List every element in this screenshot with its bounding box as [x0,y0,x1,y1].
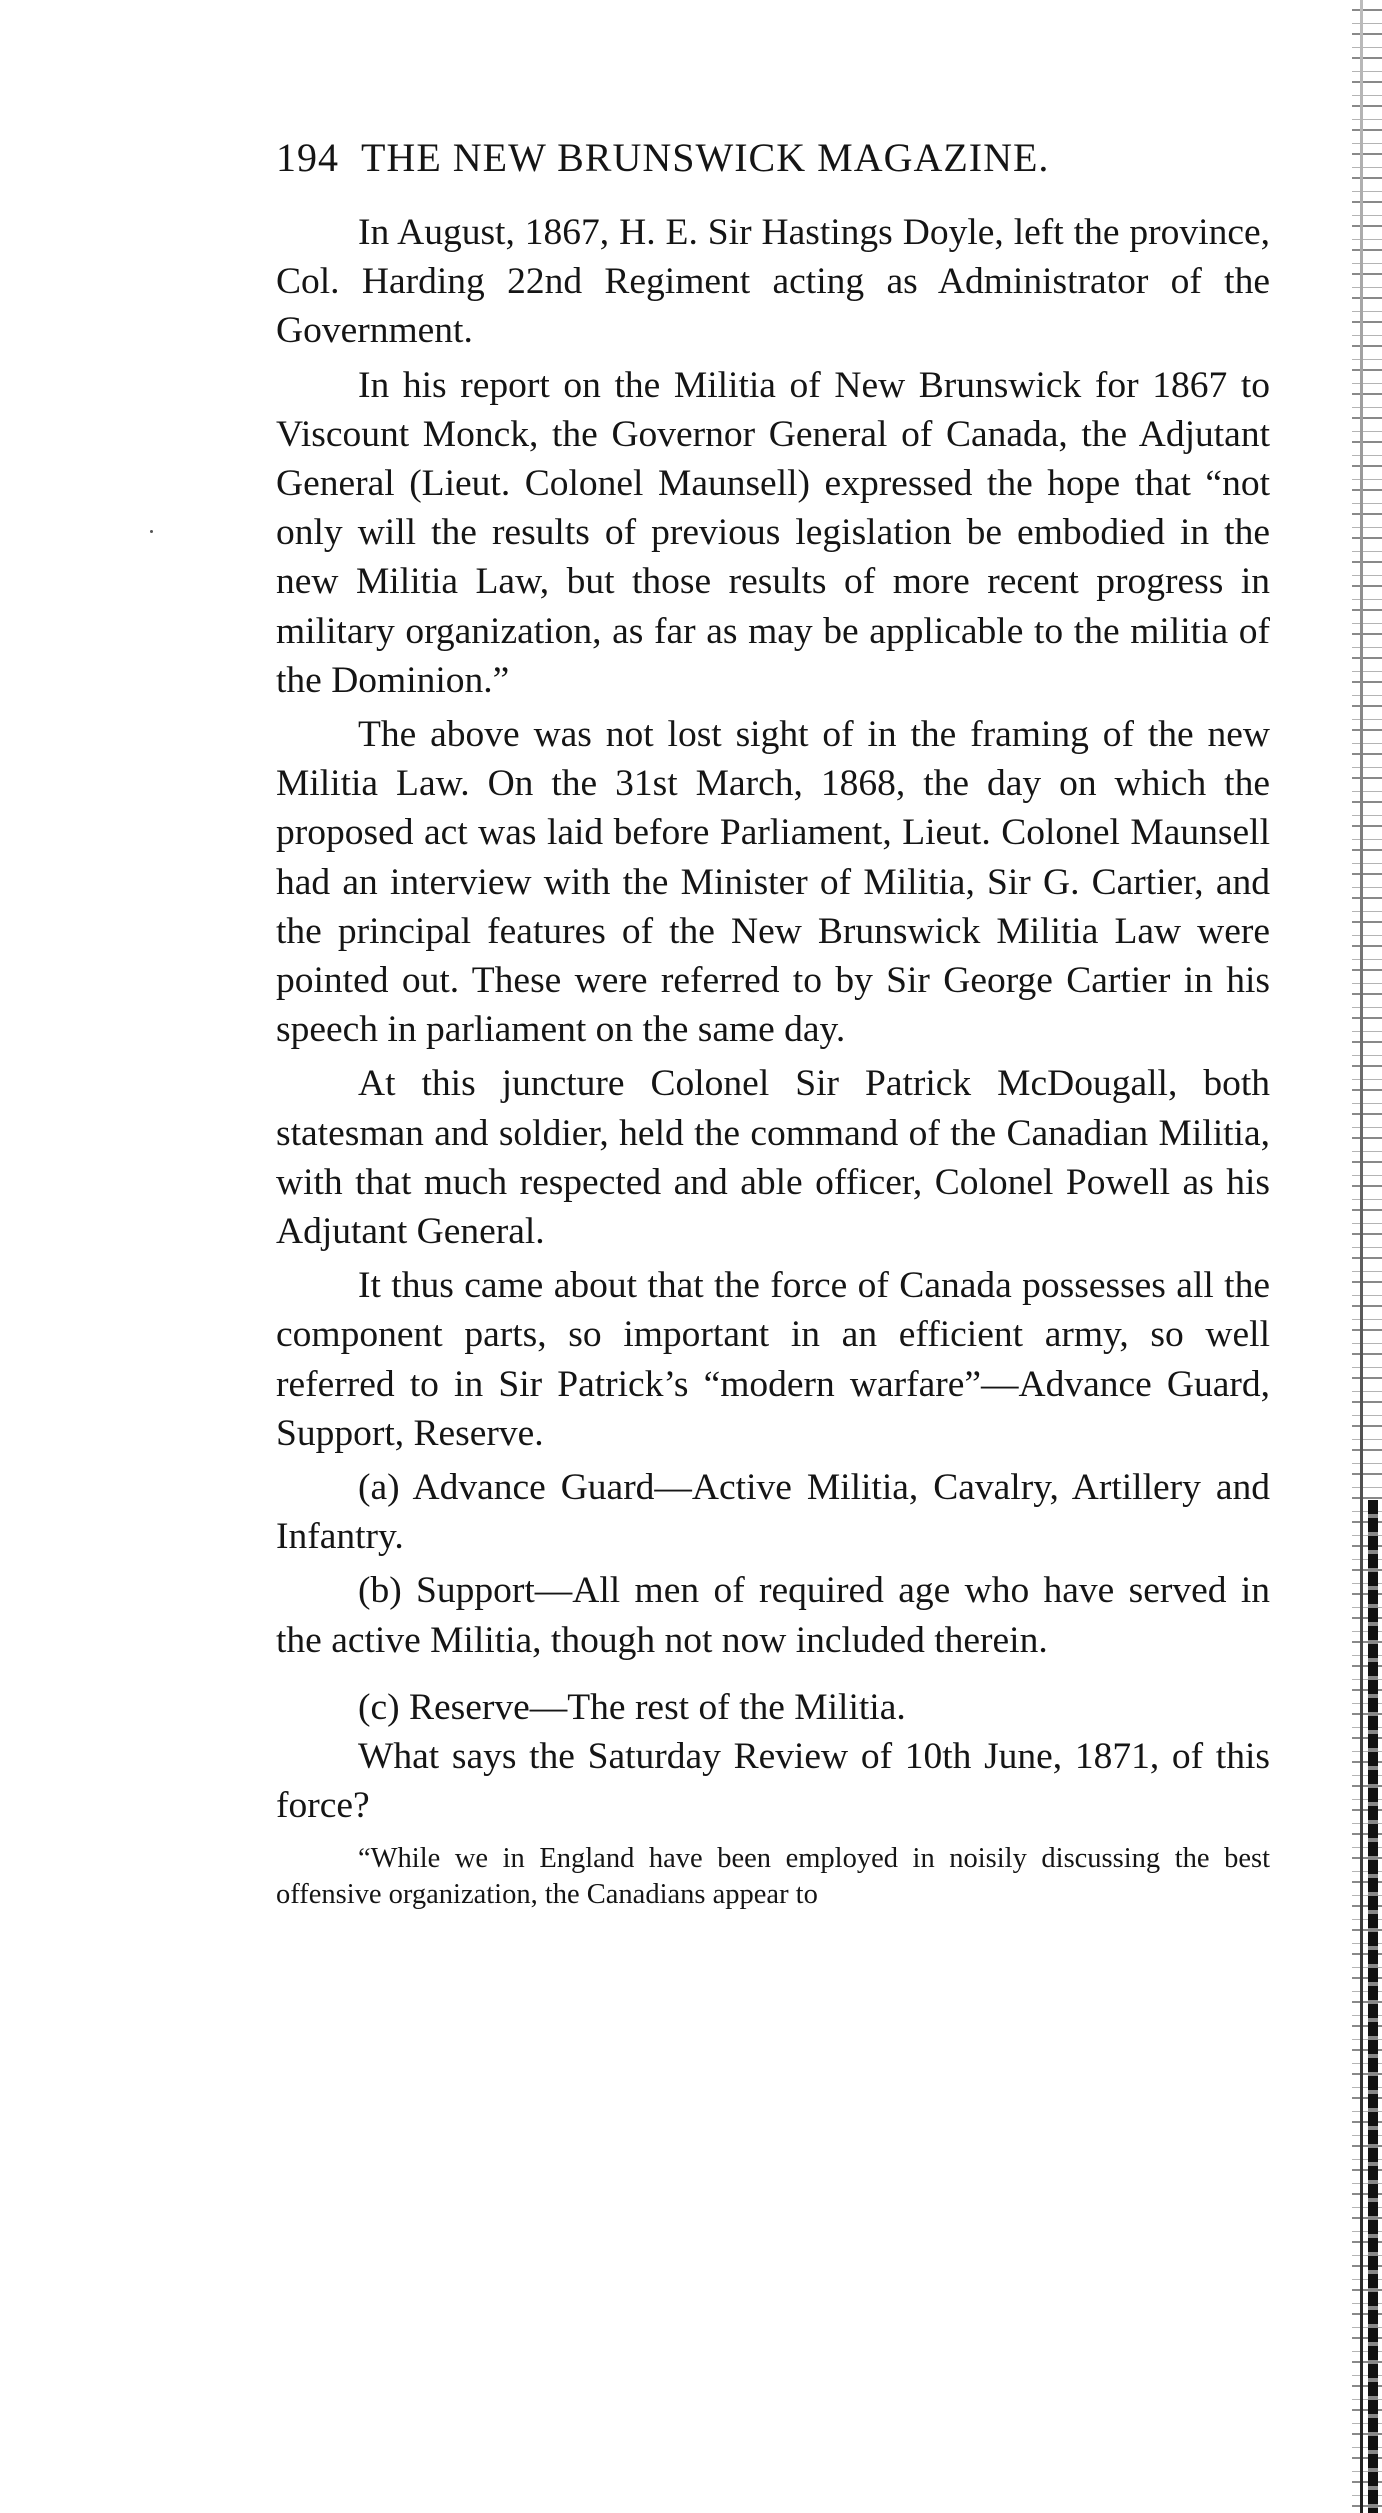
paragraph-militia-law: The above was not lost sight of in the framing of the new Militia Law. On the 31st March, 1868, the day on which the proposed act was laid before Parliament, Lieut. Colonel Maunsell had an interview with the Minister of Militia, Sir G. Cartier, and the principal features of the New Brunswick Militia Law were pointed out. These were referred to by Sir George Cartier in his speech in parliament on the same day. [276,714,1270,1051]
paragraph-maunsell-report: In his report on the Militia of New Brunswick for 1867 to Viscount Monck, the Governor General of Canada, the Adjutant General (Lieut. Colonel Maunsell) expressed the hope that “not only will the results of previous legislation be embodied in the new Militia Law, but those results of more recent progress in military organization, as far as may be applicable to the militia of the Dominion.” [276,364,1270,701]
running-head [276,128,1270,188]
magazine-title: THE NEW BRUNSWICK MAGAZINE. [361,135,1050,180]
text-block [276,128,1270,1913]
paragraph-mcdougall-command: At this juncture Colonel Sir Patrick McDougall, both statesman and soldier, held the command of the Canadian Militia, with that much respected and able officer, Colonel Powell as his Adjutant General. [276,1063,1270,1253]
list-item-reserve: (c) Reserve—The rest of the Militia. [358,1686,906,1728]
list-item-advance-guard: (a) Advance Guard—Active Militia, Cavalry, Artillery and Infantry. [276,1467,1270,1558]
list-item-support: (b) Support—All men of required age who have served in the active Militia, though not now included therein. [276,1570,1270,1661]
quote-saturday-review: “While we in England have been employed in noisily discussing the best offensive organization, the Canadians appear to [276,1842,1270,1910]
paragraph-saturday-review: What says the Saturday Review of 10th June, 1871, of this force? [276,1736,1270,1827]
binding-edge [1352,0,1382,2513]
paragraph-doyle-departure: In August, 1867, H. E. Sir Hastings Doyle, left the province, Col. Harding 22nd Regiment acting as Administrator of the Government. [276,212,1270,352]
paragraph-force-components: It thus came about that the force of Canada possesses all the component parts, so important in an efficient army, so well referred to in Sir Patrick’s “modern warfare”—Advance Guard, Support, Reserve. [276,1265,1270,1454]
page-number: 194 [276,135,339,180]
scan-speck [150,530,153,533]
